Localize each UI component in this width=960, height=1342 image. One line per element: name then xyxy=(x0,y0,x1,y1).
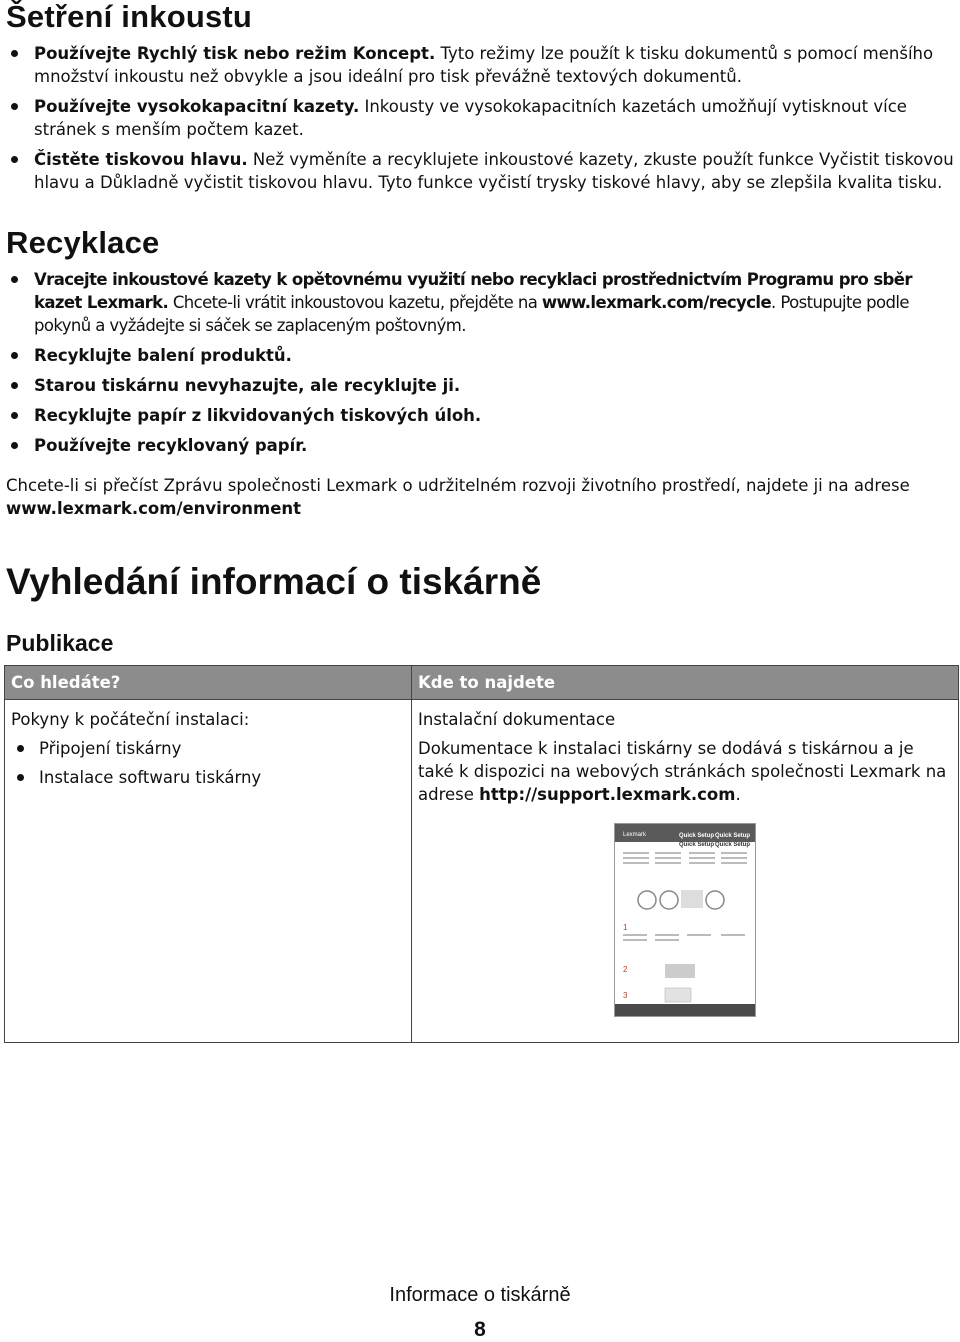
list-item: Recyklujte papír z likvidovaných tiskových úloh. xyxy=(0,404,955,427)
doc-title: Quick Setup xyxy=(715,842,751,848)
footer-title: Informace o tiskárně xyxy=(389,1284,571,1306)
list-item: Používejte recyklovaný papír. xyxy=(0,434,955,457)
support-link[interactable]: http://support.lexmark.com xyxy=(479,785,736,804)
table-header-what: Co hledáte? xyxy=(5,666,412,700)
table-cell-where: Instalační dokumentace Dokumentace k instalaci tiskárny se dodává s tiskárnou a je také k dispozici na webových stránkách společnosti Lexmark na adrese http://support.lexmark.com. xyxy=(412,700,959,1043)
doc-title: Quick Setup xyxy=(679,842,715,848)
section-title-find-info: Vyhledání informací o tiskárně xyxy=(6,561,542,602)
publications-table xyxy=(4,665,959,1043)
list-item: Starou tiskárnu nevyhazujte, ale recyklujte ji. xyxy=(0,374,955,397)
doc-title: Quick Setup xyxy=(679,833,715,839)
list-item: Používejte Rychlý tisk nebo režim Koncept. Tyto režimy lze použít k tisku dokumentů s pomocí menšího množství inkoustu než obvykle a jsou ideální pro tisk převážně textových dokumentů. xyxy=(0,42,955,88)
table-row xyxy=(5,700,959,1043)
doc-step-number: 2 xyxy=(623,965,628,974)
section-title-saving-ink: Šetření inkoustu xyxy=(6,0,253,34)
doc-brand: Lexmark xyxy=(623,832,647,838)
section-title-recycling: Recyklace xyxy=(6,225,160,260)
doc-step-number: 3 xyxy=(623,991,628,1000)
environment-paragraph: Chcete-li si přečíst Zprávu společnosti Lexmark o udržitelném rozvoji životního prostředí, najdete ji na adrese www.lexmark.com/environment xyxy=(6,476,910,518)
environment-link[interactable]: www.lexmark.com/environment xyxy=(6,499,302,518)
quick-setup-document-image xyxy=(614,823,756,1017)
table-header-where: Kde to najdete xyxy=(412,666,959,700)
list-item: Používejte vysokokapacitní kazety. Inkousty ve vysokokapacitních kazetách umožňují vytisknout více stránek s menším počtem kazet. xyxy=(0,95,955,141)
doc-title: Quick Setup xyxy=(715,833,751,839)
page-number: 8 xyxy=(474,1318,486,1341)
doc-step-number: 1 xyxy=(623,923,628,932)
recycling-list xyxy=(0,268,955,464)
table-cell-what: Pokyny k počáteční instalaci: Připojení tiskárny Instalace softwaru tiskárny xyxy=(5,700,412,1043)
list-item: Instalace softwaru tiskárny xyxy=(11,766,405,789)
subsection-title-publications: Publikace xyxy=(6,630,114,656)
list-item: Vracejte inkoustové kazety k opětovnému využití nebo recyklaci prostřednictvím Programu pro sběr kazet Lexmark. Chcete-li vrátit inkoustovou kazetu, přejděte na www.lexmark.com/recycle. Postupujte podle pokynů a vyžádejte si sáček se zaplaceným poštovným. xyxy=(0,268,955,337)
recycle-link[interactable]: www.lexmark.com/recycle xyxy=(541,293,772,312)
setup-topics-list xyxy=(11,737,405,789)
saving-ink-list xyxy=(0,42,955,201)
list-item: Čistěte tiskovou hlavu. Než vyměníte a recyklujete inkoustové kazety, zkuste použít funkce Vyčistit tiskovou hlavu a Důkladně vyčistit tiskovou hlavu. Tyto funkce vyčistí trysky tiskové hlavy, aby se zlepšila kvalita tisku. xyxy=(0,148,955,194)
list-item: Připojení tiskárny xyxy=(11,737,405,760)
list-item: Recyklujte balení produktů. xyxy=(0,344,955,367)
